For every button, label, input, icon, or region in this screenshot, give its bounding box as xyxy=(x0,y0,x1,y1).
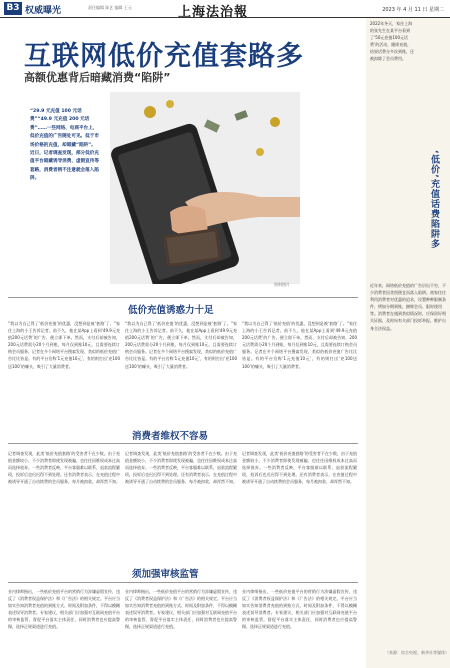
section-divider xyxy=(8,297,358,298)
sidebar-commentary xyxy=(366,18,450,668)
editor-line: 责任编辑 陈艺 编辑 王元 xyxy=(88,5,132,10)
section-heading-2: 消费者维权不容易 xyxy=(132,431,209,442)
photo-credit: 资料图片 xyxy=(274,282,290,287)
issue-date: 2023 年 4 月 11 日 星期二 xyxy=(382,7,444,13)
section-3-col-2: 业内律师指出，一些低价充值平台的营销行为涉嫌虚假宣传，违反了《消费者权益保护法》和《广告法》的相关规定。平台应当如实告知消费者充值的到账方式、时间及附加条件，不得以模糊表述误导消费者。专家建议，相关部门应加强对互联网充值平台的审核监管，督促平台落实主体责任，同时消费者也应提高警惕，选择正规渠道进行充值。 xyxy=(125,589,237,630)
section-heading-3: 须加强审核监管 xyxy=(132,569,199,580)
newspaper-masthead: 上海法治報 xyxy=(178,5,249,20)
section-1-col-3: “我以为自己得了‘低价充值’的优惠，没想到是被‘套路’了。”家住上海的小王告诉记者。前不久，他在某App上看到‘49.9元充值200元话费’的广告，便立即下单。然而，支付后却被告知，200元话费需分20个月到账，每月仅到账10元，且需要连续订购会员服务。记者在多个网络平台搜索发现，类似的低价充值广告比比皆是。有的平台宣称‘1元充值10元’，有的则打出‘充100送100’的噱头，吸引了大量消费者。 xyxy=(242,321,357,369)
sidebar-title: ‘低价’充值话费陷阱多 xyxy=(429,150,439,249)
sidebar-intro: 2022年冬天，家住上海的张先生在某平台看到了‘50元充值100元话费’的活动，随即充值，结果话费分多次到账，还被扣除了会员费用。 xyxy=(370,21,414,61)
article-lead: “29.9 元充值 100 元话费”“49.9 元充值 200 元话费”……一些网络、电商平台上，低价充值的广告随处可见。低于市场价格的充值，却暗藏“陷阱”。近日，记者调查发现，部分低价充值平台暗藏诱导消费、虚假宣传等套路，消费者稍不注意就会落入陷阱。 xyxy=(30,109,99,182)
section-divider xyxy=(8,582,358,583)
section-2-col-2: 记者调查发现，此类‘低价充值套路’的受害者不在少数。由于充值金额较小，不少消费者即使发现被骗，也往往因维权成本过高而选择放弃。一些消费者反映，平台客服难以联系，退款流程繁琐，投诉后也迟迟得不到处理。还有消费者表示，在充值过程中被诱导开通了自动续费的会员服务，每月被扣款，却浑然不知。 xyxy=(125,451,237,485)
page-header xyxy=(0,0,450,18)
section-3-col-3: 业内律师指出，一些低价充值平台的营销行为涉嫌虚假宣传，违反了《消费者权益保护法》和《广告法》的相关规定。平台应当如实告知消费者充值的到账方式、时间及附加条件，不得以模糊表述误导消费者。专家建议，相关部门应加强对互联网充值平台的审核监管，督促平台落实主体责任，同时消费者也应提高警惕，选择正规渠道进行充值。 xyxy=(242,589,357,630)
article-subtitle: 高额优惠背后暗藏消费“陷阱” xyxy=(24,71,171,84)
section-2-col-1: 记者调查发现，此类‘低价充值套路’的受害者不在少数。由于充值金额较小，不少消费者即使发现被骗，也往往因维权成本过高而选择放弃。一些消费者反映，平台客服难以联系，退款流程繁琐，投诉后也迟迟得不到处理。还有消费者表示，在充值过程中被诱导开通了自动续费的会员服务，每月被扣款，却浑然不知。 xyxy=(8,451,120,485)
section-3-col-1: 业内律师指出，一些低价充值平台的营销行为涉嫌虚假宣传，违反了《消费者权益保护法》和《广告法》的相关规定。平台应当如实告知消费者充值的到账方式、时间及附加条件，不得以模糊表述误导消费者。专家建议，相关部门应加强对互联网充值平台的审核监管，督促平台落实主体责任，同时消费者也应提高警惕，选择正规渠道进行充值。 xyxy=(8,589,120,630)
section-2-col-3: 记者调查发现，此类‘低价充值套路’的受害者不在少数。由于充值金额较小，不少消费者即使发现被骗，也往往因维权成本过高而选择放弃。一些消费者反映，平台客服难以联系，退款流程繁琐，投诉后也迟迟得不到处理。还有消费者表示，在充值过程中被诱导开通了自动续费的会员服务，每月被扣款，却浑然不知。 xyxy=(242,451,357,485)
section-1-col-1: “我以为自己得了‘低价充值’的优惠，没想到是被‘套路’了。”家住上海的小王告诉记者。前不久，他在某App上看到‘49.9元充值200元话费’的广告，便立即下单。然而，支付后却被告知，200元话费需分20个月到账，每月仅到账10元，且需要连续订购会员服务。记者在多个网络平台搜索发现，类似的低价充值广告比比皆是。有的平台宣称‘1元充值10元’，有的则打出‘充100送100’的噱头，吸引了大量消费者。 xyxy=(8,321,120,369)
section-divider xyxy=(8,443,358,444)
hand-grabbing-wallet-illustration xyxy=(110,92,300,284)
section-badge: B3 xyxy=(4,2,22,15)
section-name: 权威曝光 xyxy=(25,6,62,16)
section-1-col-2: “我以为自己得了‘低价充值’的优惠，没想到是被‘套路’了。”家住上海的小王告诉记者。前不久，他在某App上看到‘49.9元充值200元话费’的广告，便立即下单。然而，支付后却被告知，200元话费需分20个月到账，每月仅到账10元，且需要连续订购会员服务。记者在多个网络平台搜索发现，类似的低价充值广告比比皆是。有的平台宣称‘1元充值10元’，有的则打出‘充100送100’的噱头，吸引了大量消费者。 xyxy=(125,321,237,369)
article-photo xyxy=(110,92,300,284)
section-heading-1: 低价充值诱惑力十足 xyxy=(128,305,214,316)
article-title: 互联网低价充值套路多 xyxy=(24,41,304,72)
sidebar-body: 近年来，网络低价充值的广告层出不穷，不少消费者因贪图便宜而落入陷阱。商家往往利用消费者对优惠的追求，设置种种限制条件，例如分期到账、捆绑会员、限时使用等。消费者在遇到类似情况时，应保留好相关证据，及时向有关部门投诉举报，维护自身合法权益。 xyxy=(370,283,446,331)
sidebar-source: （来源：综合央视、新华社等媒体） xyxy=(385,650,449,655)
